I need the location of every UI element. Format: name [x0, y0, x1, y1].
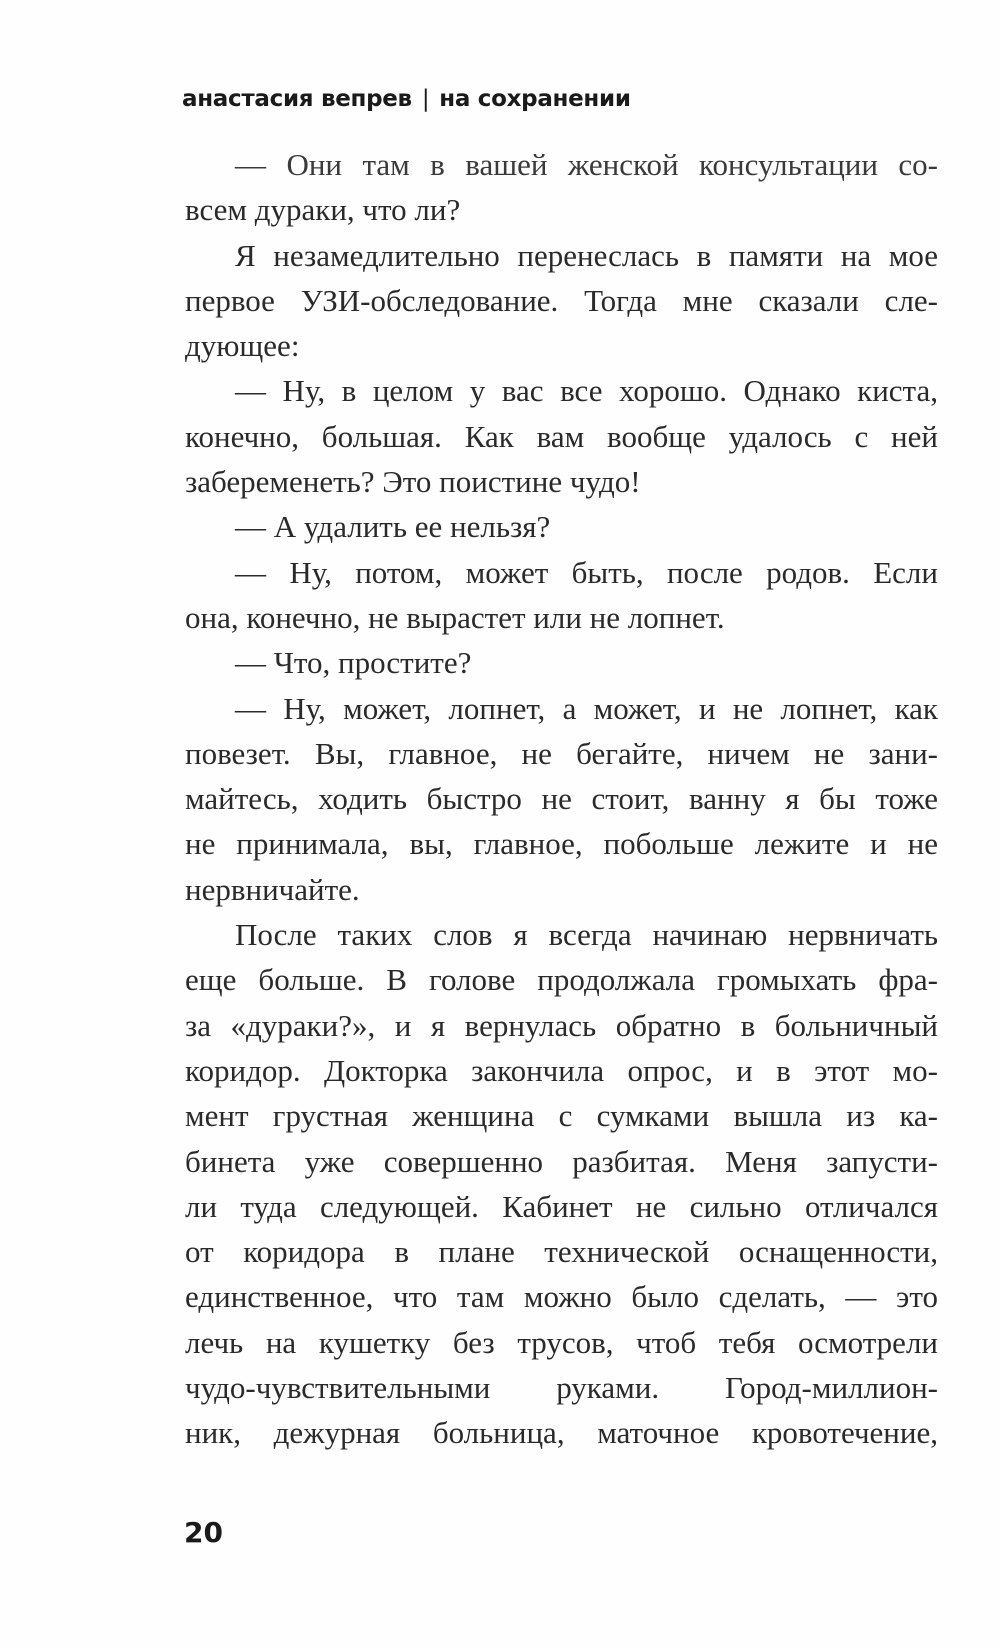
text-line: конечно, большая. Как вам вообще удалось с ней	[185, 418, 938, 454]
body-text	[185, 142, 938, 1456]
text-line: майтесь, ходить быстро не стоит, ванну я бы тоже	[185, 781, 938, 817]
text-line: мент грустная женщина с сумками вышла из ка-	[185, 1098, 938, 1134]
text-line: нервничайте.	[185, 871, 360, 907]
text-line: — Ну, может, лопнет, а может, и не лопнет, как	[235, 690, 938, 726]
text-line: лечь на кушетку без трусов, чтоб тебя осмотрели	[185, 1324, 938, 1360]
text-line: не принимала, вы, главное, побольше лежите и не	[185, 826, 938, 862]
text-line: ли туда следующей. Кабинет не сильно отличался	[185, 1188, 938, 1224]
header-author: анастасия вепрев	[182, 86, 412, 112]
page-number: 20	[184, 1516, 223, 1549]
text-line: коридор. Докторка закончила опрос, и в этот мо-	[185, 1052, 938, 1088]
header-separator: |	[421, 86, 430, 112]
running-header	[182, 86, 631, 112]
text-line: от коридора в плане технической оснащенности,	[185, 1234, 938, 1270]
text-line: повезет. Вы, главное, не бегайте, ничем не зани-	[185, 735, 938, 771]
text-line: — А удалить ее нельзя?	[235, 509, 551, 545]
text-line: дующее:	[185, 328, 300, 364]
text-line: — Ну, в целом у вас все хорошо. Однако киста,	[235, 373, 938, 409]
text-line: — Ну, потом, может быть, после родов. Если	[235, 554, 938, 590]
header-title: на сохранении	[439, 86, 631, 112]
text-line: — Что, простите?	[235, 645, 472, 681]
text-line: бинета уже совершенно разбитая. Меня запусти-	[185, 1143, 938, 1179]
text-line: чудо-чувствительными руками. Город-миллион-	[185, 1370, 938, 1406]
text-line: первое УЗИ-обследование. Тогда мне сказали сле-	[185, 282, 938, 318]
text-line: забеременеть? Это поистине чудо!	[185, 464, 641, 500]
text-line: за «дураки?», и я вернулась обратно в больничный	[185, 1007, 938, 1043]
text-line: — Они там в вашей женской консультации со-	[235, 147, 938, 182]
text-line: ник, дежурная больница, маточное кровотечение,	[185, 1415, 938, 1451]
text-line: После таких слов я всегда начинаю нервничать	[235, 917, 938, 953]
text-line: единственное, что там можно было сделать, — это	[185, 1279, 938, 1315]
text-line: Я незамедлительно перенеслась в памяти на мое	[235, 237, 938, 273]
text-line: она, конечно, не вырастет или не лопнет.	[185, 599, 725, 635]
text-line: еще больше. В голове продолжала громыхать фра-	[185, 962, 938, 998]
text-line: всем дураки, что ли?	[185, 192, 461, 228]
